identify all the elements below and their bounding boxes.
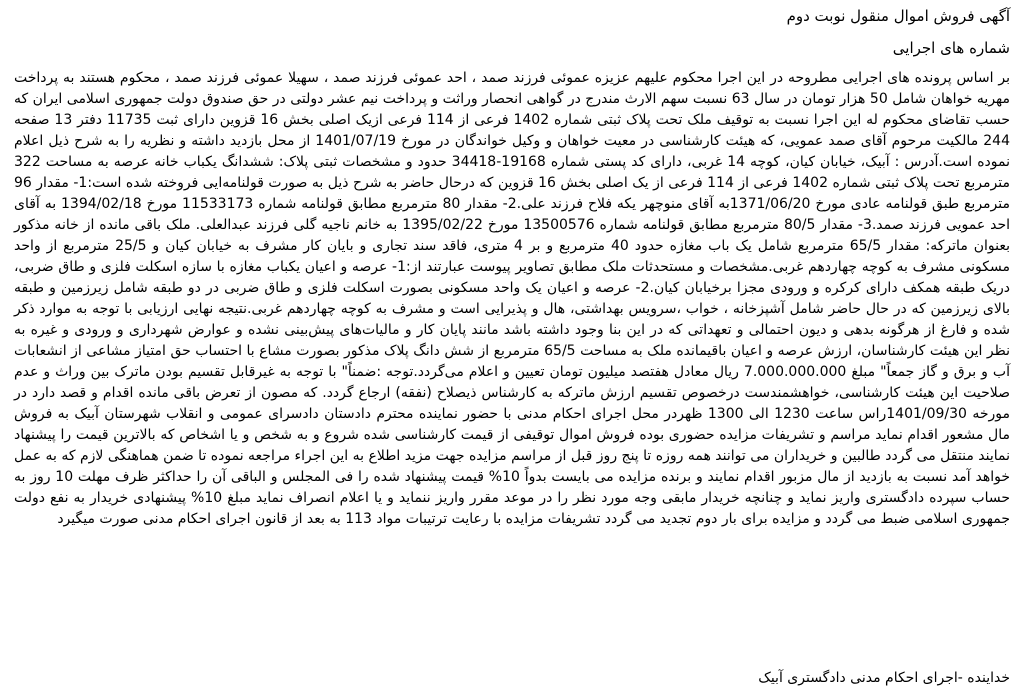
notice-document [6,0,1018,700]
notice-body-text: بر اساس پرونده های اجرایی مطروحه در این اجرا محکوم علیهم عزیزه عموئی فرزند صمد ، احد عموئی فرزند صمد ، سهیلا عموئی فرزند صمد ، محکوم هستند به پرداخت مهریه خواهان شامل 50 هزار تومان در سال 63 نسبت سهم الارث مندرج در گواهی انحصار وراثت و پرداخت نیم عشر دولتی در حق صندوق دولت جمهوری اسلامی ایران که حسب تقاضای محکوم له این اجرا نسبت به توقیف ملک تحت پلاک ثبتی شماره 1402 فرعی از 114 فرعی ازیک اصلی بخش 16 قزوین دارای ثبت 11735 دفتر 13 صفحه 244 مالکیت مرحوم آقای صمد عمویی، که هیئت کارشناسی در معیت خواهان و وکیل خواندگان در مورخ 1401/07/19 از محل بازدید داشته و نظریه را به شرح ذیل اعلام نموده است.آدرس : آبیک، خیابان کیان، کوچه 14 غربی، دارای کد پستی شماره 19168-34418 حدود و مشخصات ثبتی پلاک: ششدانگ یکباب خانه عرصه به مساحت 322 مترمربع تحت پلاک ثبتی شماره 1402 فرعی از 114 فرعی از یک اصلی بخش 16 قزوین که درحال حاضر به شرح ذیل به صورت قولنامه‌ایی فروخته شده است:1- مقدار 96 مترمربع طبق قولنامه عادی مورخ 1371/06/20به آقای منوچهر یکه فلاح فرزند علی.2- مقدار 80 مترمربع مطابق قولنامه شماره 11533173 مورخ 1394/02/18 به آقای احد عمویی فرزند صمد.3- مقدار 80/5 مترمربع مطابق قولنامه شماره 13500576 مورخ 1395/02/22 به خانم ناجیه گلی فرزند عبدالعلی. ملک باقی مانده از خانه مذکور بعنوان ماترکه: مقدار 65/5 مترمربع شامل یک باب مغازه حدود 40 مترمربع و بر 4 متری، فاقد سند تجاری و بایان کار مشرف به خیابان کیان و 25/5 مترمربع از واحد مسکونی مشرف به کوچه چهاردهم غربی.مشخصات و مستحدثات ملک مطابق تصاویر پیوست عبارتند از:1- عرصه و اعیان یکباب مغازه با سازه اسکلت فلزی و طاق ضربی، دریک طبقه همکف دارای کرکره و ورودی مجزا برخیابان کیان.2- عرصه و اعیان یک واحد مسکونی بصورت اسکلت فلزی و طاق ضربی در دو طبقه شامل زیرزمین و طبقه بالای زیرزمین که در حال حاضر شامل آشپزخانه ، خواب ،سرویس بهداشتی، هال و پذیرایی است و مشرف به کوچه چهاردهم غربی.نتیجه نهایی ارزیابی با توجه به موارد ذکر شده و فارغ از هرگونه بدهی و دیون احتمالی و تعهداتی که در این بنا وجود داشته باشد مانند پایان کار و مالیات‌های پیش‌بینی نشده و عوارض شهرداری و ورودی و غیره به نظر این هیئت کارشناسان، ارزش عرصه و اعیان باقیمانده ملک به مساحت 65/5 مترمربع از شش دانگ پلاک مذکور بصورت مشاع با احتساب حق امتیاز مشاعی از انشعابات آب و برق و گاز جمعاً" مبلغ 7.000.000.000 ریال معادل هفتصد میلیون تومان تعیین و اعلام می‌گردد.توجه :ضمناً" با توجه به غیرقابل تقسیم بودن ماترک بین وراث و عدم صلاحیت این هیئت کارشناسی، خواهشمندست درخصوص تقسیم ارزش ماترکه به کارشناس ذیصلاح (نفقه) ارجاع گردد. که مصون از تعرض باقی مانده اقدام و قصد دارد در مورخه 1401/09/30راس ساعت 1230 الی 1300 ظهردر محل اجرای احکام مدنی با حضور نماینده محترم دادستان دادسرای عمومی و انقلاب شهرستان آبیک به فروش مال مشعور اقدام نماید مراسم و تشریفات مزایده حضوری بوده فروش اموال توقیفی از قیمت کارشناسی شده شروع و به شخص و یا اشخاص که بالاترین قیمت را پیشنهاد نمایند منتقل می گردد طالبین و خریداران می توانند همه روزه تا پنج روز قبل از مراسم مزایده جهت مزید اطلاع به این اجراء مراجعه نموده تا ضمن هماهنگی لازم که به عمل خواهد آمد نسبت به بازدید از مال مزبور اقدام نمایند و برنده مزایده می بایست بدواً 10% قیمت پیشنهاد شده را فی المجلس و الباقی آن را حداکثر ظرف مهلت 10 روز به حساب سپرده دادگستری واریز نماید و چنانچه خریدار مابقی وجه مورد نظر را در موعد مقرر واریز ننماید و یا اعلام انصراف نماید مبلغ 10% پیشنهادی خریدار به نفع دولت جمهوری اسلامی ضبط می گردد و مزایده برای بار دوم تجدید می گردد تشریفات مزایده با رعایت ترتیبات مواد 113 به بعد از قانون اجرای احکام مدنی صورت میگیرد [14,70,1011,527]
notice-signature: خداینده -اجرای احکام مدنی دادگستری آبیک [758,670,1010,686]
execution-numbers-label: شماره های اجرایی [892,39,1010,57]
notice-title: آگهی فروش اموال منقول نوبت دوم [786,7,1010,25]
